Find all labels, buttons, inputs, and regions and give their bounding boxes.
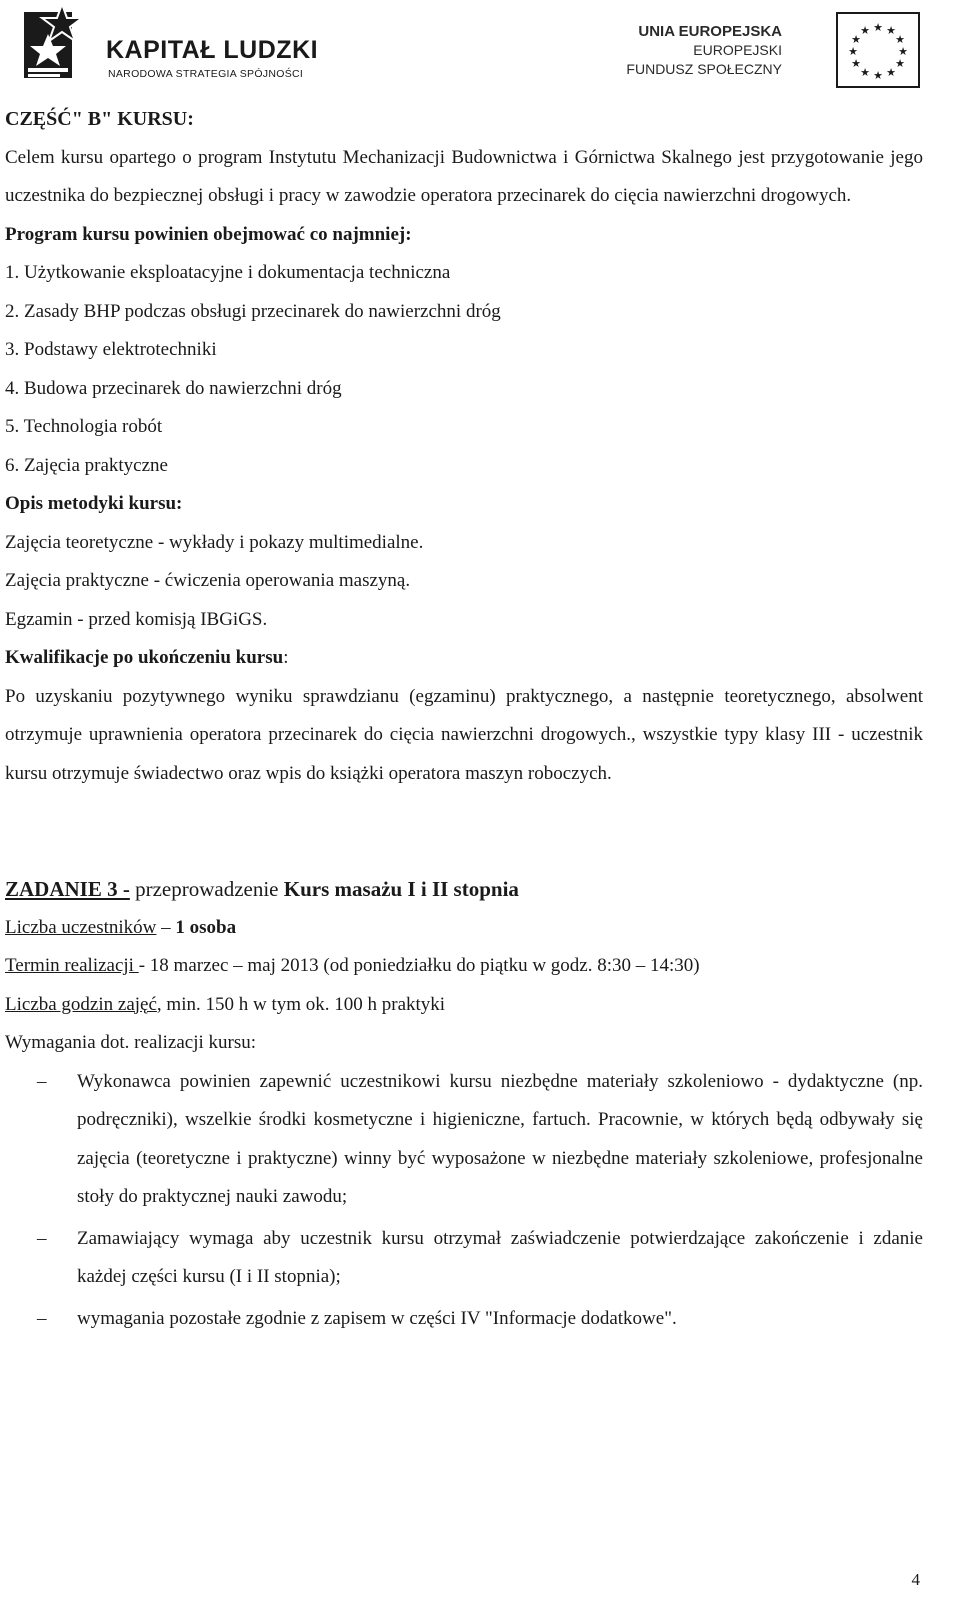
- svg-text:★: ★: [886, 66, 896, 79]
- svg-text:★: ★: [860, 66, 870, 79]
- dash-bullet: –: [37, 1307, 47, 1329]
- requirement-item: [5, 1220, 923, 1297]
- eu-logo-line2: EUROPEJSKI: [693, 42, 782, 58]
- task3-title-number: ZADANIE 3 -: [5, 877, 130, 901]
- svg-text:★: ★: [886, 24, 896, 37]
- kapital-ludzki-logo: [18, 4, 338, 88]
- requirement-item: [5, 1300, 923, 1339]
- program-item: 2. Zasady BHP podczas obsługi przecinarek do nawierzchni dróg: [5, 300, 501, 322]
- method-item: Zajęcia praktyczne - ćwiczenia operowania maszyną.: [5, 570, 411, 591]
- qualifications-heading: [5, 639, 923, 678]
- term-value: - 18 marzec – maj 2013 (od poniedziałku do piątku w godz. 8:30 – 14:30): [138, 955, 700, 976]
- svg-text:★: ★: [895, 57, 905, 70]
- svg-text:★: ★: [851, 33, 861, 46]
- method-item: Egzamin - przed komisją IBGiGS.: [5, 608, 268, 630]
- qualifications-text: Po uzyskaniu pozytywnego wyniku sprawdzianu (egzaminu) praktycznego, a następnie teoretycznego, absolwent otrzymuje uprawnienia operatora przecinarek do cięcia nawierzchni drogowych., wszystkie typy klasy III - uczestnik kursu otrzymuje świadectwo oraz wpis do książki operatora maszyn roboczych.: [5, 685, 923, 784]
- requirement-text: Zamawiający wymaga aby uczestnik kursu otrzymał zaświadczenie potwierdzające zakończenie i zdanie każdej części kursu (I i II stopnia);: [77, 1227, 923, 1287]
- document-body: [5, 100, 923, 1341]
- program-item: 5. Technologia robót: [5, 416, 163, 437]
- term-label: Termin realizacji: [5, 955, 139, 976]
- qualifications-heading-colon: :: [283, 647, 289, 668]
- eu-logo-line3: FUNDUSZ SPOŁECZNY: [626, 61, 782, 77]
- svg-text:★: ★: [848, 45, 858, 58]
- svg-text:★: ★: [851, 57, 861, 70]
- participants-label: Liczba uczestników: [5, 916, 157, 938]
- task3-term: [5, 947, 923, 986]
- eu-logo-line1: UNIA EUROPEJSKA: [638, 23, 782, 40]
- svg-text:★: ★: [895, 33, 905, 46]
- part-b-heading: CZĘŚĆ" B" KURSU:: [5, 108, 194, 130]
- program-item: 6. Zajęcia praktyczne: [5, 454, 168, 476]
- requirement-text: wymagania pozostałe zgodnie z zapisem w części IV "Informacje dodatkowe".: [77, 1307, 677, 1329]
- program-heading: Program kursu powinien obejmować co najmniej:: [5, 223, 412, 245]
- eu-logo: [626, 12, 940, 92]
- method-heading: Opis metodyki kursu:: [5, 493, 183, 514]
- page-number: 4: [911, 1570, 920, 1589]
- program-item: 4. Budowa przecinarek do nawierzchni dróg: [5, 377, 342, 399]
- task3-title: [5, 870, 923, 909]
- kapital-ludzki-title: KAPITAŁ LUDZKI: [106, 36, 319, 64]
- requirement-item: [5, 1063, 923, 1217]
- requirements-heading: Wymagania dot. realizacji kursu:: [5, 1032, 257, 1053]
- svg-text:★: ★: [873, 69, 883, 82]
- task3-participants: [5, 909, 923, 948]
- task3-title-course: Kurs masażu I i II stopnia: [283, 877, 519, 901]
- page-header: [0, 0, 960, 100]
- task3-title-action: przeprowadzenie: [129, 877, 284, 901]
- dash-bullet: –: [37, 1070, 47, 1092]
- part-b-intro: Celem kursu opartego o program Instytutu Mechanizacji Budownictwa i Górnictwa Skalnego jest przygotowanie jego uczestnika do bezpiecznej obsługi i pracy w zawodzie operatora przecinarek do cięcia nawierzchni drogowych.: [5, 146, 923, 206]
- kapital-ludzki-star-icon: [18, 4, 88, 86]
- hours-label: Liczba godzin zajęć: [5, 993, 157, 1015]
- method-item: Zajęcia teoretyczne - wykłady i pokazy multimedialne.: [5, 531, 424, 553]
- eu-flag-icon: [836, 12, 920, 88]
- participants-separator: –: [156, 916, 176, 938]
- program-item: 3. Podstawy elektrotechniki: [5, 339, 217, 360]
- hours-value: , min. 150 h w tym ok. 100 h praktyki: [156, 993, 446, 1015]
- participants-value: 1 osoba: [175, 916, 237, 938]
- requirement-text: Wykonawca powinien zapewnić uczestnikowi kursu niezbędne materiały szkoleniowo - dydaktyczne (np. podręczniki), wszelkie środki kosmetyczne i higieniczne, fartuch. Pracownie, w których będą odbywały się zajęcia (teoretyczne i praktyczne) winny być wyposażone w niezbędne materiały szkoleniowe, profesjonalne stoły do praktycznej nauki zawodu;: [77, 1070, 923, 1207]
- requirements-list: [5, 1063, 923, 1339]
- task3-hours: [5, 986, 923, 1025]
- eu-logo-text: [626, 22, 782, 79]
- dash-bullet: –: [37, 1227, 47, 1249]
- section-spacer: [5, 793, 923, 870]
- svg-text:★: ★: [873, 21, 883, 34]
- program-item: 1. Użytkowanie eksploatacyjne i dokumentacja techniczna: [5, 262, 451, 283]
- svg-text:★: ★: [860, 24, 870, 37]
- svg-text:★: ★: [898, 45, 908, 58]
- kapital-ludzki-subtitle: NARODOWA STRATEGIA SPÓJNOŚCI: [108, 68, 304, 80]
- qualifications-heading-bold: Kwalifikacje po ukończeniu kursu: [5, 647, 284, 668]
